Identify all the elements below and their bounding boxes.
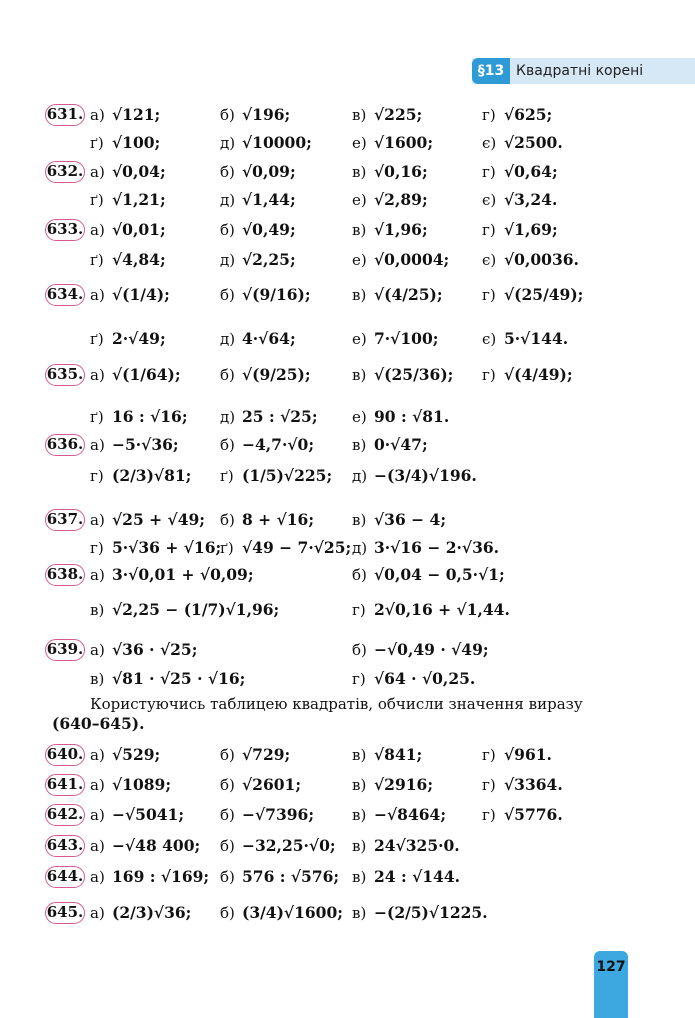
item-letter: д) <box>220 408 236 426</box>
math-expression: (2/3)√81; <box>112 466 192 485</box>
item-letter: г) <box>482 163 496 181</box>
item-letter: б) <box>220 106 235 124</box>
math-expression: −√7396; <box>242 805 315 824</box>
math-expression: (1/5)√225; <box>242 466 333 485</box>
item-letter: а) <box>90 837 105 855</box>
problem-number: 633. <box>45 219 85 241</box>
item-letter: е) <box>352 191 367 209</box>
item-letter: б) <box>220 221 235 239</box>
item-letter: а) <box>90 511 105 529</box>
math-expression: √0,64; <box>504 162 558 181</box>
problem-number: 638. <box>45 564 85 586</box>
math-expression: √49 − 7·√25; <box>242 538 352 557</box>
math-expression: √0,49; <box>242 220 296 239</box>
problem-number: 643. <box>45 835 85 857</box>
item-letter: в) <box>352 511 367 529</box>
math-expression: √2500. <box>504 133 563 152</box>
problem-number: 636. <box>45 434 85 456</box>
problem-number: 635. <box>45 364 85 386</box>
math-expression: 169 : √169; <box>112 867 210 886</box>
math-expression: √0,16; <box>374 162 428 181</box>
math-expression: √0,01; <box>112 220 166 239</box>
item-letter: ґ) <box>90 191 104 209</box>
math-expression: √81 · √25 · √16; <box>112 669 246 688</box>
item-letter: в) <box>352 366 367 384</box>
math-expression: (3/4)√1600; <box>242 903 343 922</box>
item-letter: а) <box>90 641 105 659</box>
item-letter: г) <box>482 366 496 384</box>
item-letter: в) <box>352 746 367 764</box>
math-expression: √2,25 − (1/7)√1,96; <box>112 600 280 619</box>
item-letter: в) <box>352 106 367 124</box>
item-letter: в) <box>352 286 367 304</box>
problem-number: 631. <box>45 104 85 126</box>
math-expression: √2601; <box>242 775 302 794</box>
math-expression: √36 − 4; <box>374 510 447 529</box>
math-expression: (2/3)√36; <box>112 903 192 922</box>
math-expression: √(25/49); <box>504 285 584 304</box>
math-expression: 2√0,16 + √1,44. <box>374 600 510 619</box>
item-letter: в) <box>352 436 367 454</box>
item-letter: е) <box>352 134 367 152</box>
page-number: 127 <box>594 951 628 1018</box>
math-expression: √(4/25); <box>374 285 443 304</box>
math-expression: −4,7·√0; <box>242 435 315 454</box>
item-letter: б) <box>220 366 235 384</box>
item-letter: ґ) <box>220 467 234 485</box>
math-expression: √(4/49); <box>504 365 573 384</box>
item-letter: ґ) <box>90 134 104 152</box>
item-letter: д) <box>220 191 236 209</box>
math-expression: −√0,49 · √49; <box>374 640 489 659</box>
math-expression: √0,04 − 0,5·√1; <box>374 565 505 584</box>
item-letter: в) <box>352 776 367 794</box>
item-letter: в) <box>352 221 367 239</box>
item-letter: б) <box>220 163 235 181</box>
item-letter: а) <box>90 904 105 922</box>
math-expression: √0,0004; <box>374 250 450 269</box>
item-letter: б) <box>220 776 235 794</box>
math-expression: √1600; <box>374 133 434 152</box>
math-expression: √100; <box>112 133 161 152</box>
item-letter: а) <box>90 366 105 384</box>
item-letter: в) <box>90 601 105 619</box>
math-expression: √1,21; <box>112 190 166 209</box>
item-letter: є) <box>482 251 497 269</box>
problem-number: 632. <box>45 161 85 183</box>
math-expression: −5·√36; <box>112 435 179 454</box>
item-letter: а) <box>90 286 105 304</box>
math-expression: −√5041; <box>112 805 185 824</box>
math-expression: 576 : √576; <box>242 867 340 886</box>
math-expression: √196; <box>242 105 291 124</box>
item-letter: г) <box>90 467 104 485</box>
math-expression: √729; <box>242 745 291 764</box>
problem-number: 641. <box>45 774 85 796</box>
item-letter: є) <box>482 330 497 348</box>
item-letter: б) <box>220 746 235 764</box>
item-letter: е) <box>352 408 367 426</box>
item-letter: б) <box>220 286 235 304</box>
math-expression: √1,69; <box>504 220 558 239</box>
math-expression: −(3/4)√196. <box>374 466 477 485</box>
math-expression: √10000; <box>242 133 312 152</box>
math-expression: 24√325·0. <box>374 836 460 855</box>
problem-number: 640. <box>45 744 85 766</box>
item-letter: б) <box>220 904 235 922</box>
item-letter: б) <box>352 641 367 659</box>
math-expression: 3·√0,01 + √0,09; <box>112 565 254 584</box>
item-letter: б) <box>220 511 235 529</box>
item-letter: г) <box>482 776 496 794</box>
math-expression: √4,84; <box>112 250 166 269</box>
item-letter: г) <box>482 286 496 304</box>
item-letter: є) <box>482 191 497 209</box>
item-letter: б) <box>220 806 235 824</box>
item-letter: г) <box>482 221 496 239</box>
problem-number: 642. <box>45 804 85 826</box>
math-expression: √2,25; <box>242 250 296 269</box>
math-expression: √0,04; <box>112 162 166 181</box>
item-letter: д) <box>220 251 236 269</box>
item-letter: е) <box>352 251 367 269</box>
math-expression: 16 : √16; <box>112 407 188 426</box>
item-letter: б) <box>220 837 235 855</box>
math-expression: √64 · √0,25. <box>374 669 476 688</box>
item-letter: а) <box>90 806 105 824</box>
item-letter: ґ) <box>220 539 234 557</box>
math-expression: 25 : √25; <box>242 407 318 426</box>
math-expression: 5·√144. <box>504 329 569 348</box>
item-letter: б) <box>220 868 235 886</box>
problem-number: 645. <box>45 902 85 924</box>
math-expression: 8 + √16; <box>242 510 315 529</box>
item-letter: а) <box>90 566 105 584</box>
item-letter: а) <box>90 221 105 239</box>
math-expression: −32,25·√0; <box>242 836 336 855</box>
math-expression: 90 : √81. <box>374 407 450 426</box>
item-letter: г) <box>352 601 366 619</box>
math-expression: −√48 400; <box>112 836 201 855</box>
item-letter: в) <box>352 806 367 824</box>
math-expression: √0,09; <box>242 162 296 181</box>
math-expression: √36 · √25; <box>112 640 198 659</box>
math-expression: 7·√100; <box>374 329 439 348</box>
math-expression: −√8464; <box>374 805 447 824</box>
item-letter: г) <box>352 670 366 688</box>
math-expression: √3,24. <box>504 190 558 209</box>
math-expression: √25 + √49; <box>112 510 206 529</box>
item-letter: в) <box>352 163 367 181</box>
item-letter: е) <box>352 330 367 348</box>
math-expression: √1089; <box>112 775 172 794</box>
math-expression: 2·√49; <box>112 329 166 348</box>
math-expression: √529; <box>112 745 161 764</box>
math-expression: 4·√64; <box>242 329 296 348</box>
item-letter: а) <box>90 436 105 454</box>
instruction-range: (640–645). <box>52 714 145 733</box>
math-expression: √121; <box>112 105 161 124</box>
math-expression: √961. <box>504 745 552 764</box>
instruction-body: Користуючись таблицею квадратів, обчисли значення виразу <box>90 695 583 713</box>
item-letter: ґ) <box>90 251 104 269</box>
item-letter: д) <box>220 330 236 348</box>
math-expression: √5776. <box>504 805 563 824</box>
item-letter: а) <box>90 746 105 764</box>
math-expression: √2,89; <box>374 190 428 209</box>
math-expression: √1,96; <box>374 220 428 239</box>
item-letter: а) <box>90 776 105 794</box>
item-letter: г) <box>482 806 496 824</box>
item-letter: б) <box>220 436 235 454</box>
item-letter: ґ) <box>90 330 104 348</box>
item-letter: в) <box>352 837 367 855</box>
section-title: Квадратні корені <box>516 63 644 79</box>
item-letter: г) <box>482 746 496 764</box>
item-letter: ґ) <box>90 408 104 426</box>
problem-number: 639. <box>45 639 85 661</box>
math-expression: 0·√47; <box>374 435 428 454</box>
problem-number: 634. <box>45 284 85 306</box>
item-letter: в) <box>90 670 105 688</box>
math-expression: √2916; <box>374 775 434 794</box>
item-letter: а) <box>90 868 105 886</box>
math-expression: √625; <box>504 105 553 124</box>
math-expression: √225; <box>374 105 423 124</box>
item-letter: в) <box>352 868 367 886</box>
math-expression: √(1/4); <box>112 285 170 304</box>
math-expression: √841; <box>374 745 423 764</box>
math-expression: √(9/16); <box>242 285 311 304</box>
math-expression: 3·√16 − 2·√36. <box>374 538 500 557</box>
math-expression: √(1/64); <box>112 365 181 384</box>
section-badge: §13 <box>472 58 510 84</box>
math-expression: √0,0036. <box>504 250 579 269</box>
instruction-text <box>90 694 610 714</box>
problem-number: 644. <box>45 866 85 888</box>
math-expression: √1,44; <box>242 190 296 209</box>
math-expression: 5·√36 + √16; <box>112 538 222 557</box>
item-letter: д) <box>352 467 368 485</box>
item-letter: а) <box>90 106 105 124</box>
item-letter: б) <box>352 566 367 584</box>
item-letter: в) <box>352 904 367 922</box>
problem-number: 637. <box>45 509 85 531</box>
math-expression: −(2/5)√1225. <box>374 903 488 922</box>
item-letter: а) <box>90 163 105 181</box>
item-letter: д) <box>220 134 236 152</box>
item-letter: г) <box>482 106 496 124</box>
math-expression: √(25/36); <box>374 365 454 384</box>
math-expression: 24 : √144. <box>374 867 461 886</box>
math-expression: √(9/25); <box>242 365 311 384</box>
item-letter: є) <box>482 134 497 152</box>
item-letter: д) <box>352 539 368 557</box>
math-expression: √3364. <box>504 775 563 794</box>
item-letter: г) <box>90 539 104 557</box>
